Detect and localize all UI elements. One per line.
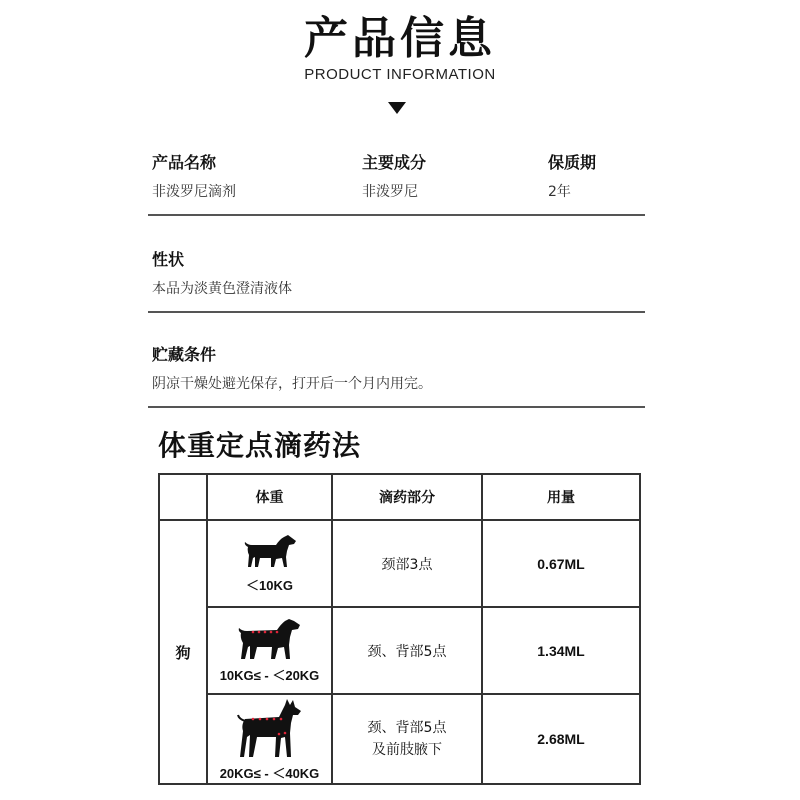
table-header-weight: 体重 bbox=[207, 474, 332, 520]
table-header-amount: 用量 bbox=[482, 474, 640, 520]
table-header-blank bbox=[159, 474, 207, 520]
shelf-life-value: 2年 bbox=[548, 184, 571, 200]
table-row bbox=[159, 607, 640, 694]
table-header-part: 滴药部分 bbox=[332, 474, 482, 520]
ingredient-value: 非泼罗尼 bbox=[362, 184, 418, 200]
weight-label: 20KG≤ - ＜40KG bbox=[219, 765, 320, 781]
animal-cell: 狗 bbox=[159, 520, 207, 784]
property-label: 性状 bbox=[152, 250, 185, 269]
ingredient-label: 主要成分 bbox=[362, 153, 427, 172]
table-row bbox=[159, 520, 640, 607]
weight-cell bbox=[207, 694, 332, 784]
down-arrow-icon bbox=[388, 102, 406, 114]
large-dog-icon bbox=[235, 697, 305, 761]
weight-label: ＜10KG bbox=[246, 578, 293, 593]
product-name-label: 产品名称 bbox=[152, 153, 217, 172]
amount-cell: 2.68ML bbox=[482, 694, 640, 784]
amount-cell: 0.67ML bbox=[482, 520, 640, 607]
divider bbox=[148, 214, 645, 216]
divider bbox=[148, 311, 645, 313]
property-value: 本品为淡黄色澄清液体 bbox=[152, 281, 292, 297]
weight-cell bbox=[207, 520, 332, 607]
page-title: 产品信息 bbox=[304, 13, 496, 64]
divider bbox=[148, 406, 645, 408]
weight-label: 10KG≤ - ＜20KG bbox=[219, 668, 320, 683]
part-cell bbox=[332, 694, 482, 784]
part-cell: 颈部3点 bbox=[332, 520, 482, 607]
part-cell: 颈、背部5点 bbox=[332, 607, 482, 694]
page-subtitle: PRODUCT INFORMATION bbox=[304, 66, 496, 83]
part-line-2: 及前肢腋下 bbox=[372, 742, 442, 758]
amount-cell: 1.34ML bbox=[482, 607, 640, 694]
table-row bbox=[159, 694, 640, 784]
table-header-row bbox=[159, 474, 640, 520]
product-name-value: 非泼罗尼滴剂 bbox=[152, 184, 236, 200]
medium-dog-icon bbox=[237, 617, 303, 663]
dosage-title: 体重定点滴药法 bbox=[158, 429, 362, 462]
storage-label: 贮藏条件 bbox=[152, 345, 217, 364]
small-dog-icon bbox=[242, 533, 298, 573]
part-line-1: 颈、背部5点 bbox=[367, 720, 447, 736]
dosage-table bbox=[158, 473, 641, 785]
weight-cell bbox=[207, 607, 332, 694]
shelf-life-label: 保质期 bbox=[548, 153, 597, 172]
storage-value: 阴凉干燥处避光保存，打开后一个月内用完。 bbox=[152, 376, 432, 392]
